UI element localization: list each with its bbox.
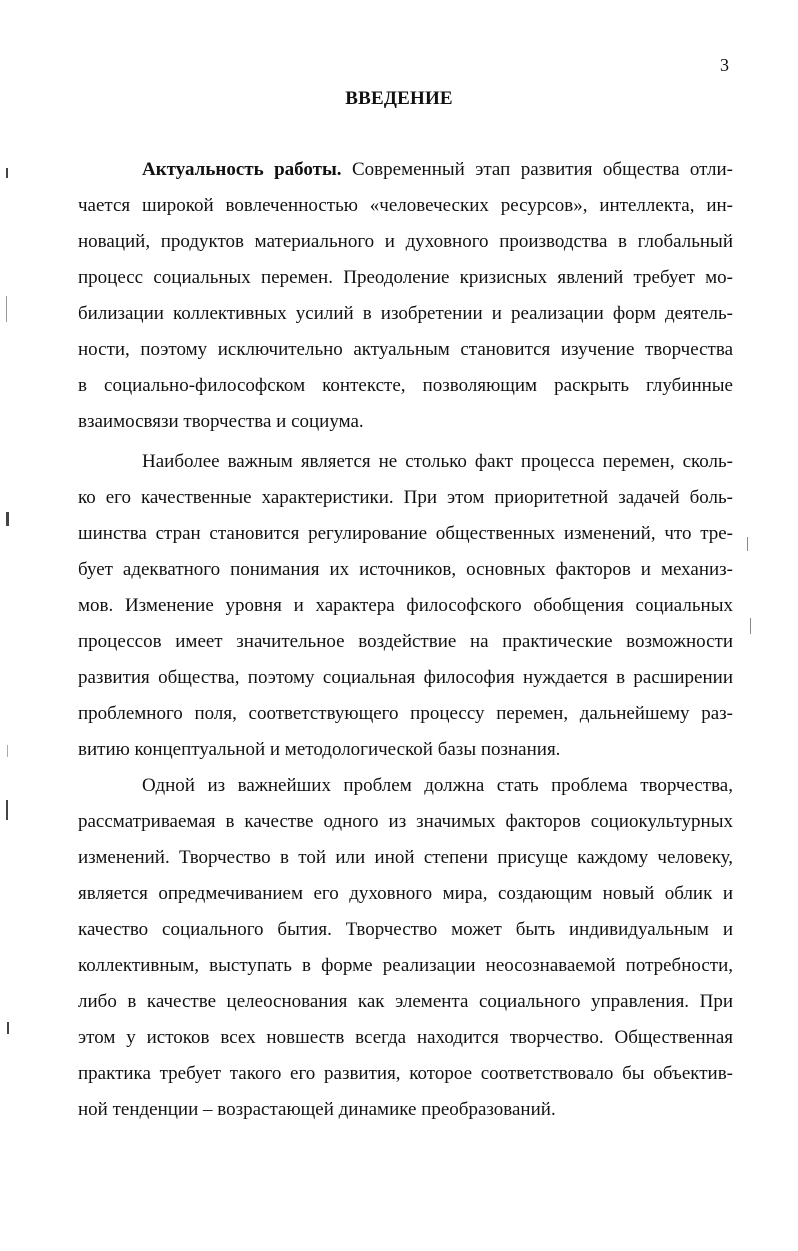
text-line: проблемного поля, соответствующего процессу перемен, дальнейшему раз- — [78, 703, 733, 724]
scan-mark — [6, 800, 8, 820]
paragraph-relevance — [78, 152, 733, 440]
text-line: изменений. Творчество в той или иной степени присуще каждому человеку, — [78, 847, 733, 868]
text-line: шинства стран становится регулирование общественных изменений, что тре- — [78, 523, 733, 544]
scan-mark — [750, 618, 751, 634]
scan-mark — [6, 512, 9, 526]
text-line: взаимосвязи творчества и социума. — [78, 411, 364, 432]
paragraph-creativity — [78, 768, 733, 1128]
text-line: новаций, продуктов материального и духовного производства в глобальный — [78, 231, 733, 252]
text-line: является опредмечиванием его духовного мира, создающим новый облик и — [78, 883, 733, 904]
scan-mark — [747, 537, 748, 551]
text-line: качество социального бытия. Творчество может быть индивидуальным и — [78, 919, 733, 940]
text-line: мов. Изменение уровня и характера философского обобщения социальных — [78, 595, 733, 616]
text-line: практика требует такого его развития, которое соответствовало бы объектив- — [78, 1063, 733, 1084]
text-line: витию концептуальной и методологической базы познания. — [78, 739, 561, 760]
text-line: коллективным, выступать в форме реализации неосознаваемой потребности, — [78, 955, 733, 976]
scan-mark — [7, 745, 8, 757]
text-line: либо в качестве целеоснования как элемента социального управления. При — [78, 991, 733, 1012]
text-line: процесс социальных перемен. Преодоление кризисных явлений требует мо- — [78, 267, 733, 288]
scan-mark — [7, 1022, 9, 1034]
text-line: Актуальность работы. Современный этап развития общества отли- — [142, 159, 733, 180]
text-line: в социально-философском контексте, позволяющим раскрыть глубинные — [78, 375, 733, 396]
text-line: билизации коллективных усилий в изобретении и реализации форм деятель- — [78, 303, 733, 324]
text-line: этом у истоков всех новшеств всегда находится творчество. Общественная — [78, 1027, 733, 1048]
text-line: бует адекватного понимания их источников, основных факторов и механиз- — [78, 559, 733, 580]
text-line: Одной из важнейших проблем должна стать проблема творчества, — [142, 775, 733, 796]
text-line: процессов имеет значительное воздействие на практические возможности — [78, 631, 733, 652]
page-title: ВВЕДЕНИЕ — [345, 88, 453, 109]
text-line: ности, поэтому исключительно актуальным становится изучение творчества — [78, 339, 733, 360]
scan-mark — [6, 296, 7, 322]
text-line: рассматриваемая в качестве одного из значимых факторов социокультурных — [78, 811, 733, 832]
paragraph-changes — [78, 444, 733, 768]
text-line: ной тенденции – возрастающей динамике преобразований. — [78, 1099, 556, 1120]
text-line: ко его качественные характеристики. При этом приоритетной задачей боль- — [78, 487, 733, 508]
paragraph-lead: Актуальность работы. — [142, 159, 342, 180]
text-line: развития общества, поэтому социальная философия нуждается в расширении — [78, 667, 733, 688]
page-number: 3 — [720, 55, 729, 75]
text-line: чается широкой вовлеченностью «человеческих ресурсов», интеллекта, ин- — [78, 195, 733, 216]
scan-mark — [6, 168, 8, 178]
text-line: Наиболее важным является не столько факт процесса перемен, сколь- — [142, 451, 733, 472]
